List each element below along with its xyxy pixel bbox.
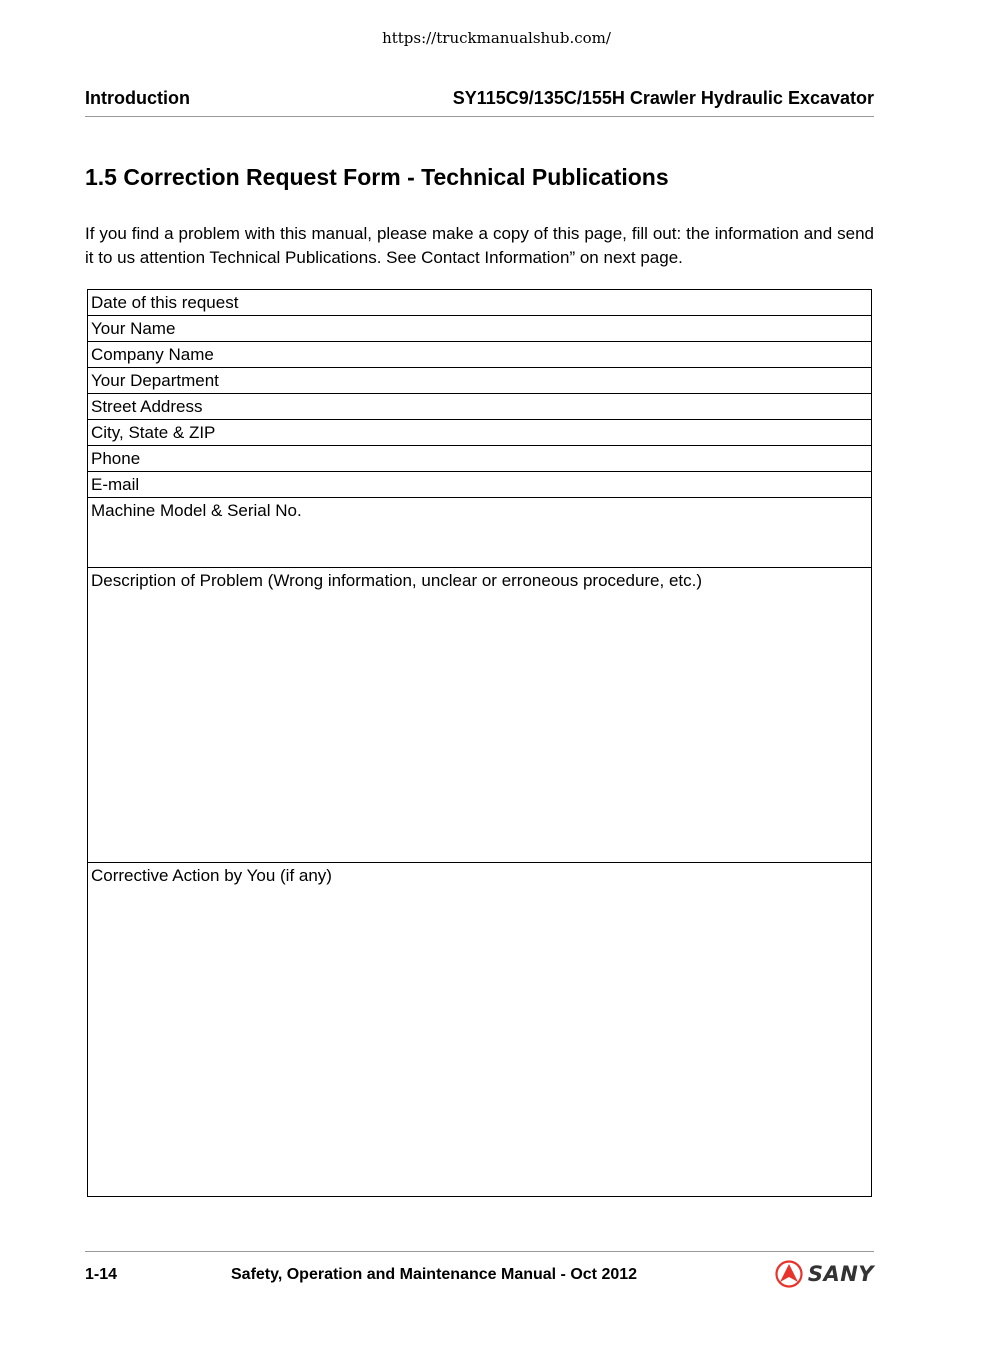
field-name[interactable]: Your Name	[88, 316, 872, 342]
field-corrective-action[interactable]: Corrective Action by You (if any)	[88, 863, 872, 1197]
sany-logo	[774, 1260, 874, 1288]
header-section: Introduction	[85, 88, 190, 108]
field-street[interactable]: Street Address	[88, 394, 872, 420]
field-department[interactable]: Your Department	[88, 368, 872, 394]
field-city[interactable]: City, State & ZIP	[88, 420, 872, 446]
field-date[interactable]: Date of this request	[88, 290, 872, 316]
intro-paragraph: If you find a problem with this manual, please make a copy of this page, fill out: the information and send it to us attention Technical Publications. See Contact Information” on next page.	[85, 224, 874, 267]
correction-request-form	[87, 289, 872, 1197]
logo-wordmark: SANY	[807, 1262, 874, 1286]
page-title: 1.5 Correction Request Form - Technical Publications	[85, 164, 669, 190]
page-footer	[85, 1251, 874, 1292]
field-email[interactable]: E-mail	[88, 472, 872, 498]
field-machine[interactable]: Machine Model & Serial No.	[88, 498, 872, 568]
page-number: 1-14	[85, 1266, 118, 1283]
field-description[interactable]: Description of Problem (Wrong information, unclear or erroneous procedure, etc.)	[88, 568, 872, 863]
header-model: SY115C9/135C/155H Crawler Hydraulic Excavator	[452, 88, 874, 108]
source-url: https://truckmanualshub.com/	[382, 29, 611, 47]
field-phone[interactable]: Phone	[88, 446, 872, 472]
field-company[interactable]: Company Name	[88, 342, 872, 368]
sany-emblem-icon	[774, 1260, 804, 1288]
page-header	[85, 88, 874, 117]
manual-title: Safety, Operation and Maintenance Manual - Oct 2012	[231, 1266, 638, 1283]
